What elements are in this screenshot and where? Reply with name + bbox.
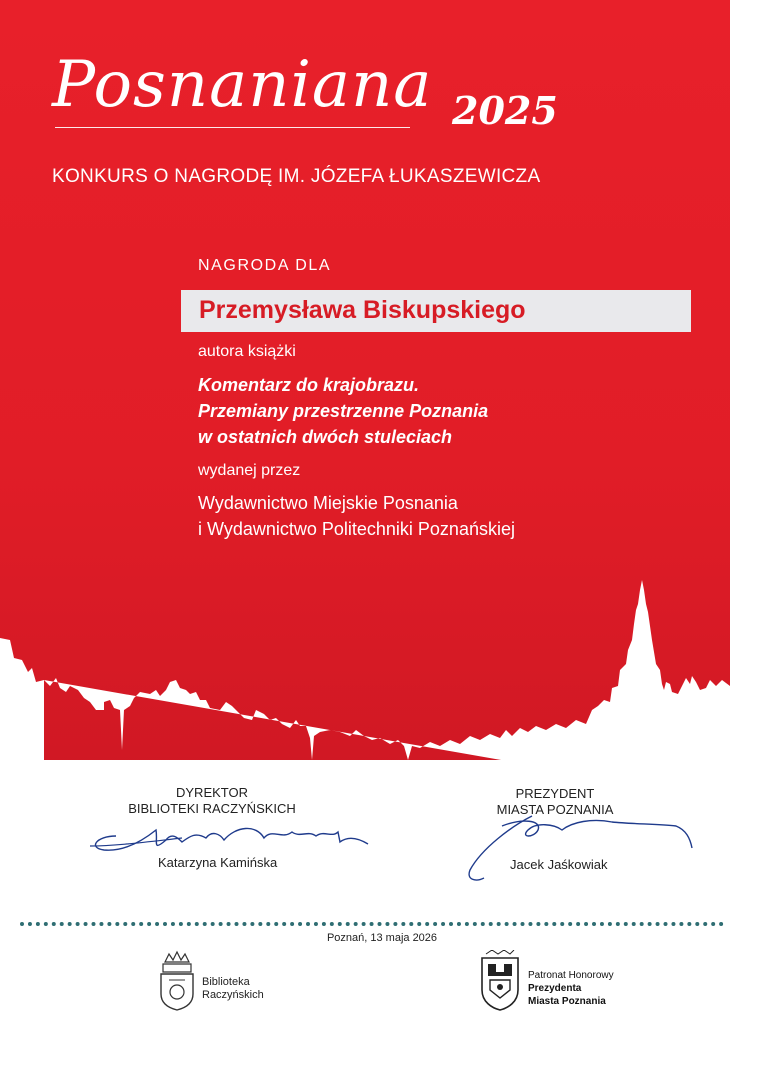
signature-role-line: PREZYDENT <box>515 786 595 801</box>
signature-role-line: DYREKTOR <box>176 785 248 800</box>
published-by-label: wydanej przez <box>198 462 301 479</box>
signature-role-line: BIBLIOTEKI RACZYŃSKICH <box>128 801 296 816</box>
title-underline <box>55 127 410 128</box>
dotted-divider <box>20 922 724 926</box>
patronage-line: Patronat Honorowy <box>528 970 614 981</box>
raczynski-library-logo-text <box>202 976 264 1002</box>
patronage-line: Miasta Poznania <box>528 996 606 1007</box>
honorary-patronage-text <box>528 969 614 1008</box>
publisher-line: i Wydawnictwo Politechniki Poznańskiej <box>198 519 515 539</box>
signature-role-line: MIASTA POZNANIA <box>496 802 614 817</box>
raczynski-library-crest-icon <box>155 950 199 1012</box>
book-title-line: w ostatnich dwóch stuleciach <box>198 427 453 447</box>
title-year: 2025 <box>452 88 558 133</box>
signature-block-director <box>102 785 322 817</box>
logo-text-line: Biblioteka <box>202 976 250 988</box>
recipient-name: Przemysława Biskupskiego <box>199 296 526 324</box>
poznan-coat-of-arms-icon <box>478 950 522 1012</box>
logo-text-line: Raczyńskich <box>202 989 264 1001</box>
book-title-line: Komentarz do krajobrazu. <box>198 375 420 395</box>
recipient-name-bar <box>181 290 691 332</box>
book-title <box>198 372 488 450</box>
president-handwritten-signature <box>462 808 702 886</box>
title-script-text: Posnaniana <box>52 48 433 122</box>
competition-title <box>52 48 572 148</box>
publisher-line: Wydawnictwo Miejskie Posnania <box>198 493 458 513</box>
issue-date: Poznań, 13 maja 2026 <box>326 932 438 944</box>
award-for-label: NAGRODA DLA <box>198 257 332 274</box>
patronage-line: Prezydenta <box>528 983 582 994</box>
publishers <box>198 490 515 542</box>
competition-subtitle: KONKURS O NAGRODĘ IM. JÓZEFA ŁUKASZEWICZA <box>52 166 541 187</box>
author-label: autora książki <box>198 343 296 360</box>
book-title-line: Przemiany przestrzenne Poznania <box>198 401 489 421</box>
director-name: Katarzyna Kamińska <box>158 855 278 870</box>
president-name: Jacek Jaśkowiak <box>510 857 608 872</box>
city-skyline-silhouette <box>0 560 764 800</box>
